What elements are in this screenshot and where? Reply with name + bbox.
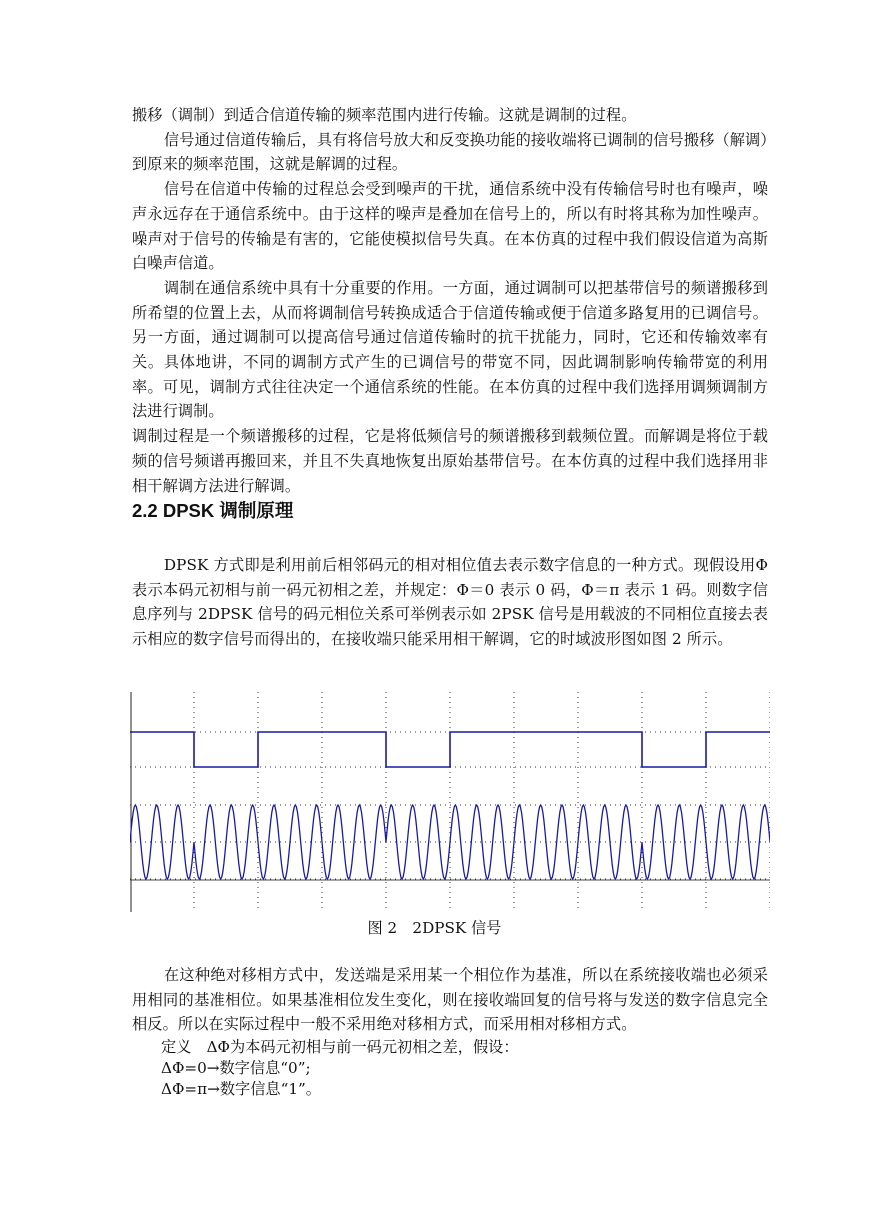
- paragraph-modulation-role: 调制在通信系统中具有十分重要的作用。一方面，通过调制可以把基带信号的频谱搬移到所希望的位置上去，从而将调制信号转换成适合于信道传输或便于信道多路复用的已调信号。另一方面，通过调制可以提高信号通过信道传输时的抗干扰能力，同时，它还和传输效率有关。具体地讲，不同的调制方式产生的已调信号的带宽不同，因此调制影响传输带宽的利用率。可见，调制方式往往决定一个通信系统的性能。在本仿真的过程中我们选择用调频调制方法进行调制。: [132, 278, 768, 421]
- paragraph-absolute-phase: 在这种绝对移相方式中，发送端是采用某一个相位作为基准，所以在系统接收端也必须采用相同的基准相位。如果基准相位发生变化，则在接收端回复的信号将与发送的数字信息完全相反。所以在实际过程中一般不采用绝对移相方式，而采用相对移相方式。: [132, 966, 768, 1034]
- plot-grid: [130, 692, 770, 912]
- section-heading: 2.2 DPSK 调制原理: [132, 500, 294, 521]
- paragraph-dpsk-principle: DPSK 方式即是利用前后相邻码元的相对相位值去表示数字信息的一种方式。现假设用Φ表示本码元初相与前一码元初相之差，并规定：Φ＝0 表示 0 码，Φ＝π 表示 1 码。则数字信息序列与 2DPSK 信号的码元相位关系可举例表示如 2PSK 信号是用载波的不同相位直接去表示相应的数字信号而得出的，在接收端只能采用相干解调，它的时域波形图如图 2 所示。: [132, 556, 768, 649]
- paragraph-demodulation: 信号通过信道传输后，具有将信号放大和反变换功能的接收端将已调制的信号搬移（解调）到原来的频率范围，这就是解调的过程。: [132, 130, 768, 174]
- waveform-plot: [130, 692, 770, 912]
- closing-text-block: [132, 963, 768, 1100]
- baseband-signal: [130, 732, 770, 767]
- intro-text-block: [132, 103, 768, 498]
- definition-zero: ΔΦ=0→数字信息“0”;: [161, 1059, 311, 1078]
- definition-one: ΔΦ=π→数字信息“1”。: [161, 1080, 321, 1099]
- dpsk-waveform-figure: [130, 692, 770, 912]
- paragraph-modulation-end: 搬移（调制）到适合信道传输的频率范围内进行传输。这就是调制的过程。: [132, 106, 637, 124]
- paragraph-spectrum-shift: 调制过程是一个频谱搬移的过程，它是将低频信号的频谱搬移到载频位置。而解调是将位于载频的信号频谱再搬回来，并且不失真地恢复出原始基带信号。在本仿真的过程中我们选择用非相干解调方法进行解调。: [132, 427, 768, 495]
- figure-caption: 图 2 2DPSK 信号: [367, 919, 502, 937]
- dpsk-text-block: [132, 553, 768, 652]
- baseband-square-wave: [130, 732, 770, 767]
- definition-line: 定义 ΔΦ为本码元初相与前一码元初相之差，假设：: [161, 1038, 519, 1057]
- paragraph-noise: 信号在信道中传输的过程总会受到噪声的干扰，通信系统中没有传输信号时也有噪声，噪声永远存在于通信系统中。由于这样的噪声是叠加在信号上的，所以有时将其称为加性噪声。噪声对于信号的传输是有害的，它能使模拟信号失真。在本仿真的过程中我们假设信道为高斯白噪声信道。: [132, 180, 768, 273]
